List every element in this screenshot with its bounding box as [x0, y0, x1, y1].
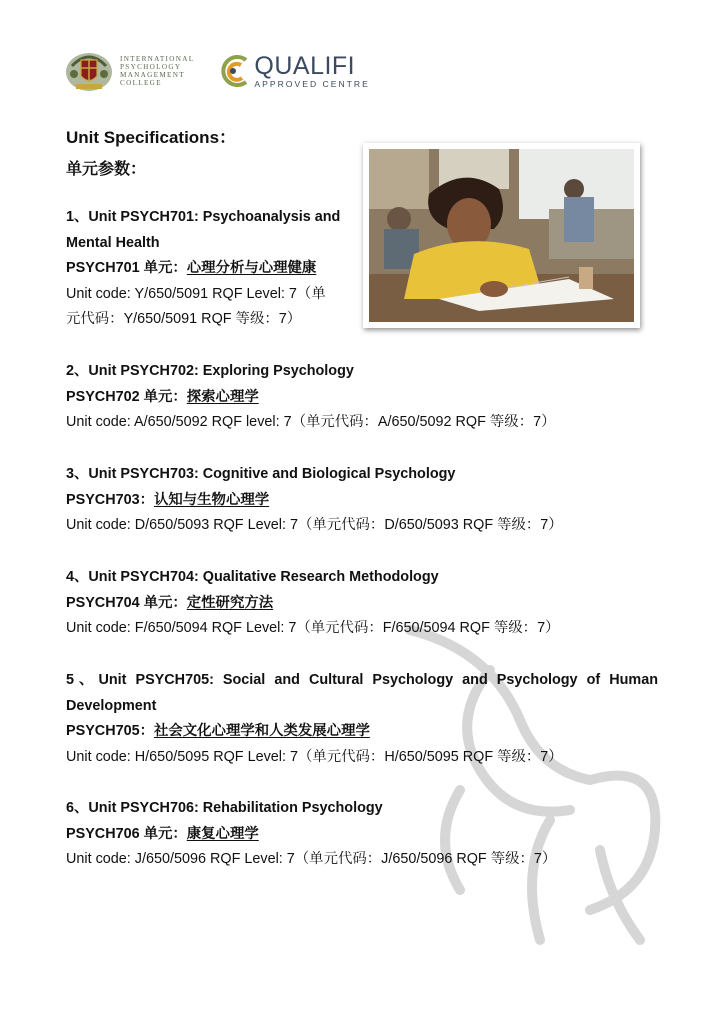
unit-cn-title: PSYCH704 单元：定性研究方法 — [66, 594, 274, 611]
qualifi-subtitle: APPROVED CENTRE — [254, 78, 370, 89]
unit-code: Unit code: D/650/5093 RQF Level: 7（单元代码：D/650/5093 RQF 等级：7） — [66, 517, 563, 534]
qualifi-name: QUALIFI — [254, 51, 356, 80]
unit-701 — [66, 205, 340, 333]
unit-704 — [66, 565, 559, 642]
unit-title: 2、Unit PSYCH702: Exploring Psychology — [66, 363, 354, 379]
unit-title: 4、Unit PSYCH704: Qualitative Research Methodology — [66, 569, 439, 585]
unit-cn-name: 心理分析与心理健康 — [186, 260, 317, 277]
unit-705 — [66, 668, 658, 770]
unit-code: Unit code: F/650/5094 RQF Level: 7（单元代码：F/650/5094 RQF 等级：7） — [66, 620, 560, 637]
unit-code: Unit code: A/650/5092 RQF level: 7（单元代码：A/650/5092 RQF 等级：7） — [66, 414, 556, 431]
unit-cn-title: PSYCH702 单元：探索心理学 — [66, 388, 259, 405]
unit-cn-name: 社会文化心理学和人类发展心理学 — [153, 723, 370, 740]
unit-title: 6、Unit PSYCH706: Rehabilitation Psychology — [66, 800, 383, 816]
unit-cn-title: PSYCH705：社会文化心理学和人类发展心理学 — [66, 723, 370, 740]
unit-cn-name: 探索心理学 — [186, 388, 259, 405]
unit-title: 1、Unit PSYCH701: Psychoanalysis and — [66, 209, 341, 225]
ipmc-crest-logo — [64, 48, 114, 94]
unit-cn-title: PSYCH706 单元：康复心理学 — [66, 825, 259, 842]
unit-title-cont: Mental Health — [66, 234, 160, 251]
unit-code-cont: 元代码：Y/650/5091 RQF 等级：7） — [66, 311, 302, 328]
header — [64, 46, 370, 96]
section-heading-en: Unit Specifications： — [66, 128, 237, 147]
qualifi-logo — [216, 51, 370, 89]
student-studying-photo — [369, 149, 634, 322]
unit-title: 3、Unit PSYCH703: Cognitive and Biological Psychology — [66, 466, 456, 482]
student-photo-frame — [363, 143, 640, 328]
unit-code: Unit code: Y/650/5091 RQF Level: 7（单 — [66, 285, 326, 302]
unit-702 — [66, 359, 556, 436]
unit-code: Unit code: J/650/5096 RQF Level: 7（单元代码：J/650/5096 RQF 等级：7） — [66, 851, 557, 868]
unit-title-cont: Development — [66, 697, 157, 714]
qualifi-swirl-icon — [216, 54, 252, 88]
unit-cn-name: 康复心理学 — [186, 825, 259, 842]
unit-703 — [66, 462, 563, 539]
section-heading-cn: 单元参数： — [66, 161, 147, 178]
unit-706 — [66, 796, 556, 873]
unit-title: 5、Unit PSYCH705: Social and Cultural Psychology and Psychology of Human — [66, 672, 658, 688]
unit-cn-name: 定性研究方法 — [186, 594, 274, 611]
unit-cn-title: PSYCH703：认知与生物心理学 — [66, 491, 270, 508]
ipmc-wordmark: INTERNATIONAL PSYCHOLOGY MANAGEMENT COLLEGE — [120, 55, 195, 87]
unit-cn-title: PSYCH701 单元：心理分析与心理健康 — [66, 260, 317, 277]
unit-cn-name: 认知与生物心理学 — [153, 491, 270, 508]
unicorn-watermark — [370, 610, 680, 960]
unit-code: Unit code: H/650/5095 RQF Level: 7（单元代码：H/650/5095 RQF 等级：7） — [66, 748, 563, 765]
